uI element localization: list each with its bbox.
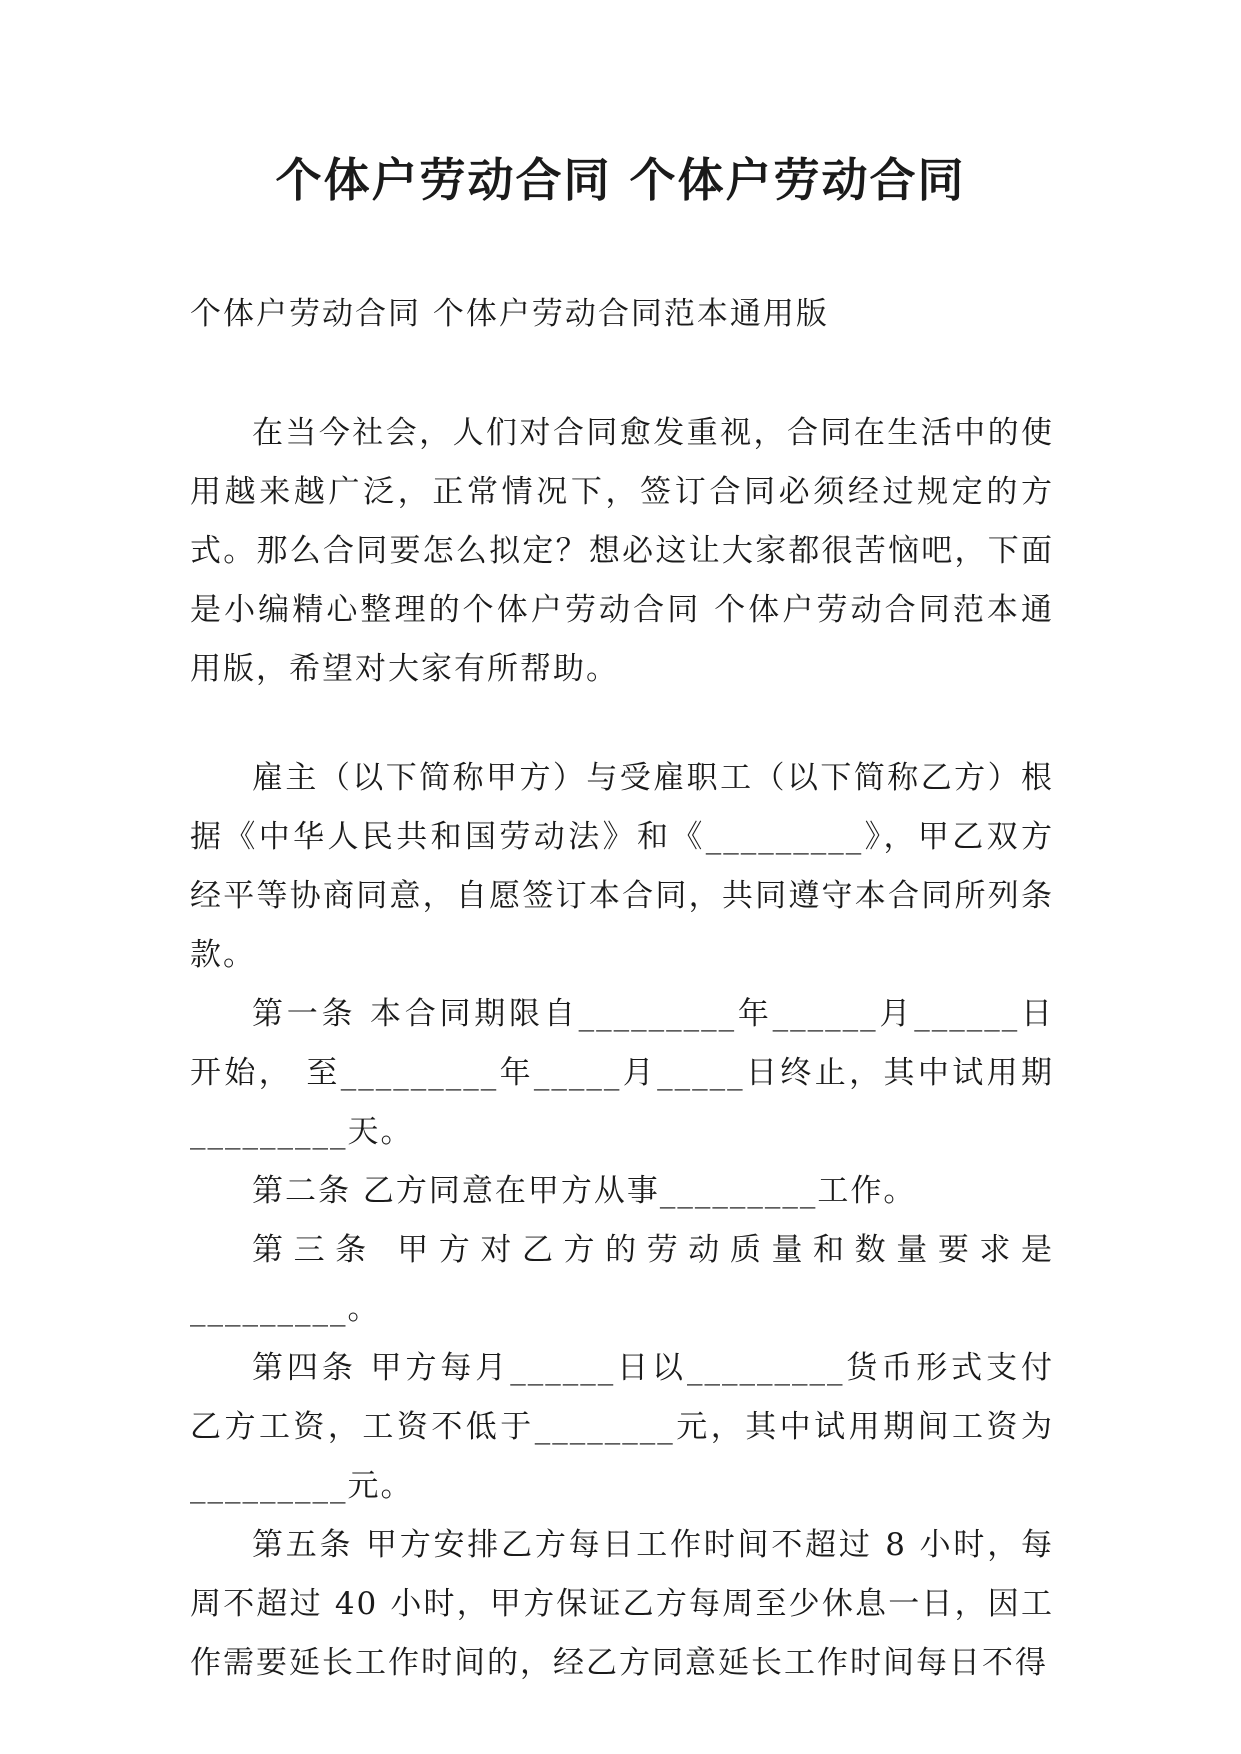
article-3: 第三条 甲方对乙方的劳动质量和数量要求是_________。	[190, 1232, 1054, 1327]
preamble-paragraph: 雇主（以下简称甲方）与受雇职工（以下简称乙方）根据《中华人民共和国劳动法》和《_________》，甲乙双方经平等协商同意，自愿签订本合同，共同遵守本合同所列条款。	[190, 760, 1054, 973]
document-subtitle: 个体户劳动合同 个体户劳动合同范本通用版	[190, 296, 829, 332]
article-1: 第一条 本合同期限自_________年______月______日开始， 至_________年_____月_____日终止，其中试用期_________天。	[190, 996, 1054, 1150]
document-title: 个体户劳动合同 个体户劳动合同	[275, 153, 966, 207]
contract-body	[190, 749, 1054, 1693]
article-4: 第四条 甲方每月______日以_________货币形式支付乙方工资，工资不低于________元，其中试用期间工资为_________元。	[190, 1350, 1054, 1504]
article-2: 第二条 乙方同意在甲方从事_________工作。	[252, 1173, 917, 1209]
article-5: 第五条 甲方安排乙方每日工作时间不超过 8 小时，每周不超过 40 小时，甲方保证乙方每周至少休息一日，因工作需要延长工作时间的，经乙方同意延长工作时间每日不得	[190, 1527, 1054, 1681]
intro-paragraph: 在当今社会，人们对合同愈发重视，合同在生活中的使用越来越广泛，正常情况下，签订合同必须经过规定的方式。那么合同要怎么拟定？想必这让大家都很苦恼吧，下面是小编精心整理的个体户劳动合同 个体户劳动合同范本通用版，希望对大家有所帮助。	[190, 415, 1054, 687]
intro-section	[190, 404, 1054, 699]
